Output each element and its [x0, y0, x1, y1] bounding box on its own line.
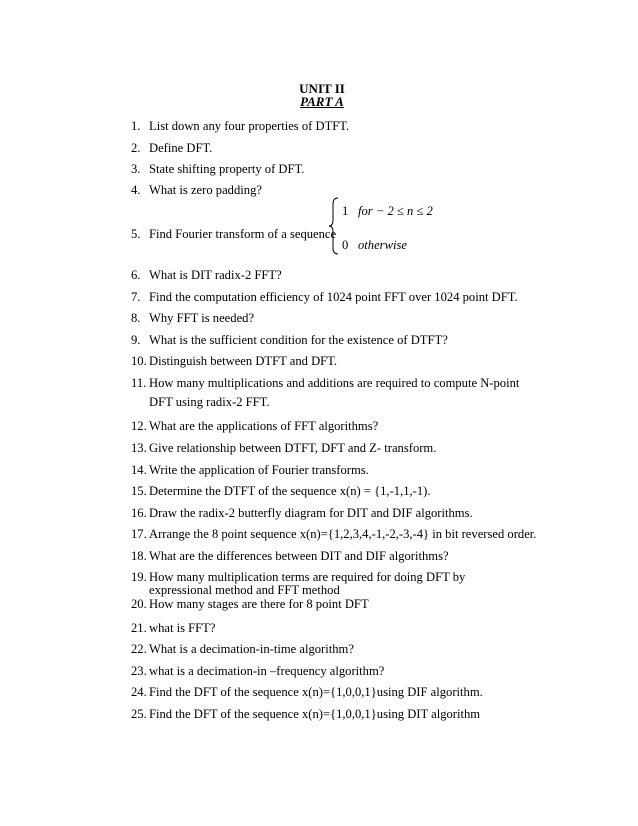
unit-title: UNIT II	[299, 81, 345, 96]
formula-case-2-value: 0	[342, 238, 349, 252]
formula-case-1-condition: for − 2 ≤ n ≤ 2	[358, 204, 433, 218]
part-title	[3, 94, 638, 110]
formula-case-2-condition: otherwise	[358, 238, 407, 252]
left-brace-icon	[328, 196, 342, 256]
formula-case-1-value: 1	[342, 204, 349, 218]
formula-case-1	[342, 204, 433, 219]
piecewise-formula	[328, 196, 478, 256]
part-title-text: PART A	[300, 94, 344, 109]
formula-case-2	[342, 238, 407, 253]
